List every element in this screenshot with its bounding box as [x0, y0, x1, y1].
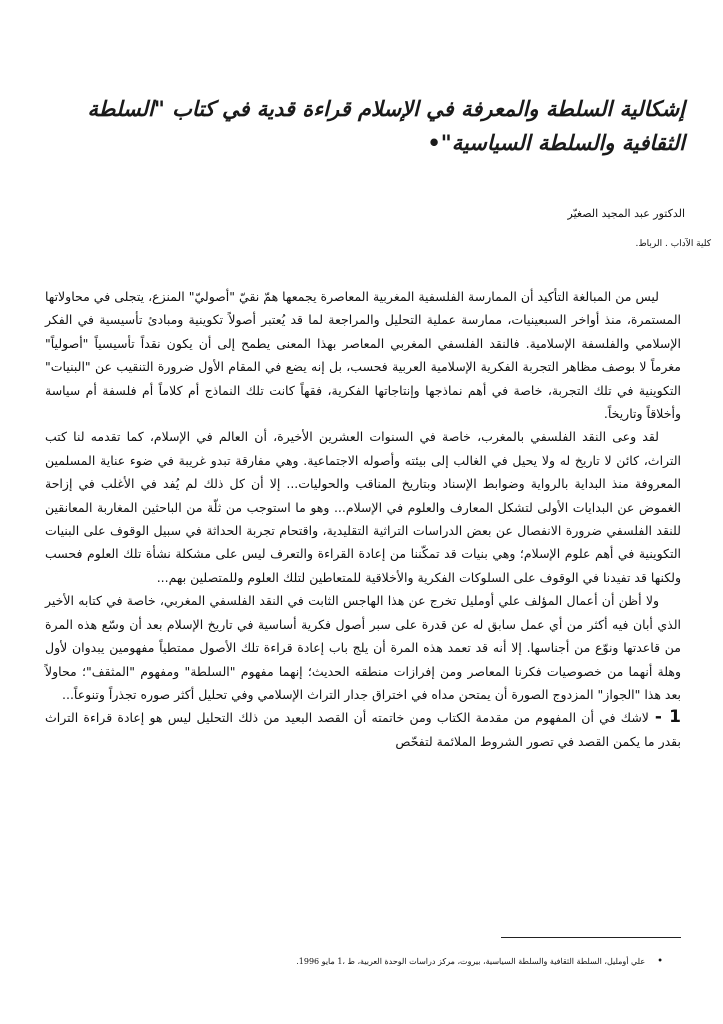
footnote-marker: •: [657, 956, 663, 967]
article-title: إشكالية السلطة والمعرفة في الإسلام قراءة قدية في كتاب "السلطة الثقافية والسلطة السياسية"•: [87, 97, 685, 155]
footnote-divider: [501, 937, 681, 938]
section-1-text: لاشك في أن المفهوم من مقدمة الكتاب ومن خاتمته أن القصد البعيد من ذلك التحليل ليس هو إعادة قراءة التراث بقدر ما يكمن القصد في تصور الشروط الملائمة لتفحّص: [45, 710, 681, 749]
author-name: الدكتور عبد المجيد الصغيّر: [567, 207, 685, 220]
footnote: [43, 956, 663, 967]
paragraph-2: لقد وعى النقد الفلسفي بالمغرب، خاصة في السنوات العشرين الأخيرة، أن العالم في الإسلام، كما تقدمه لنا كتب التراث، كائن لا تاريخ له ولا يحيل في الغالب إلى بيئته وأصوله الاجتماعية. وهي مفارقة تبدو غريبة في ضوء عناية المسلمين المعروفة منذ البداية بالرواية وضوابط الإسناد وبتاريخ المناقب والحوليات... إلا أن كل ذلك لم يُفد في الأغلب في إزاحة الغموض عن البدايات الأولى لتشكل المعارف والعلوم في الإسلام... وهو ما استوجب من ثلّة من الباحثين المغاربة المعانقين للنقد الفلسفي ضرورة الانفصال عن بعض الدراسات التراثية التقليدية، واقتحام تجربة الحداثة في سبيل الوقوف على البنيات التكوينية في أهم علوم الإسلام؛ وهي بنيات قد تمكّننا من إعادة القراءة والتعرف ليس على مشكلة نشأة تلك العلوم فحسب ولكنها قد تفيدنا في الوقوف على السلوكات الفكرية والأخلاقية للمتعاطين لتلك العلوم وللمتصلين بهم...: [45, 429, 681, 585]
author-affiliation: كلية الآداب . الرباط.: [635, 239, 711, 249]
paragraph-1: ليس من المبالغة التأكيد أن الممارسة الفلسفية المغربية المعاصرة يجمعها همّ نقيّ "أصوليّ" المنزع، يتجلى في محاولاتها المستمرة، منذ أواخر السبعينيات، ممارسة عملية التحليل والمراجعة لما قد يُعتبر أصولاً تكوينية ومبادئ تأسيسية في الفكر الإسلامي والفلسفة الإسلامية. فالنقد الفلسفي المغربي المعاصر بهذا المعنى يطمح إلى أن يكون نقداً تأسيسياً "أصولياً" مغرماً لا بوصف مظاهر التجربة الفكرية الإسلامية العربية فحسب، بل إنه يضع في المقام الأول ضرورة التنقيب عن "البنيات" التكوينية في تلك التجربة، خاصة في أهم نماذجها وإنتاجاتها الفكرية، فقهاً كانت تلك النماذج أم كلاماً أم فلسفة أم سياسة وأخلاقاً وتاريخاً.: [45, 289, 681, 422]
section-number: 1 -: [654, 707, 681, 728]
article-body: [45, 285, 681, 753]
paragraph-3: ولا أظن أن أعمال المؤلف علي أومليل تخرج عن هذا الهاجس الثابت في النقد الفلسفي المغربي، خاصة في كتابه الأخير الذي أبان فيه أكثر من أي عمل سابق له عن قدرة على سبر أصول فكرية أساسية في تاريخ الإسلام بعد أن وسّع هذه المرة من قاعدتها ونوّع من أجناسها. إلا أنه قد تعمد هذه المرة أن يلج باب إعادة قراءة تلك الأصول ممتطياً مفهومين يبدوان لأول وهلة أنهما من خصوصيات فكرنا المعاصر ومن إفرازات منطقه الحديث؛ إنهما مفهوم "السلطة" ومفهوم "المثقف"؛ محاولاً بعد هذا "الجواز" المزدوج الصورة أن يمتحن مداه في اختراق جدار التراث الإسلامي وفي تحليل أكثر صوره تجذراً وتنوعاً...: [45, 593, 681, 702]
footnote-text: علي أومليل، السلطة الثقافية والسلطة السياسية، بيروت، مركز دراسات الوحدة العربية، ط ،1 مايو 1996.: [296, 957, 646, 966]
section-1-paragraph: [45, 706, 681, 753]
